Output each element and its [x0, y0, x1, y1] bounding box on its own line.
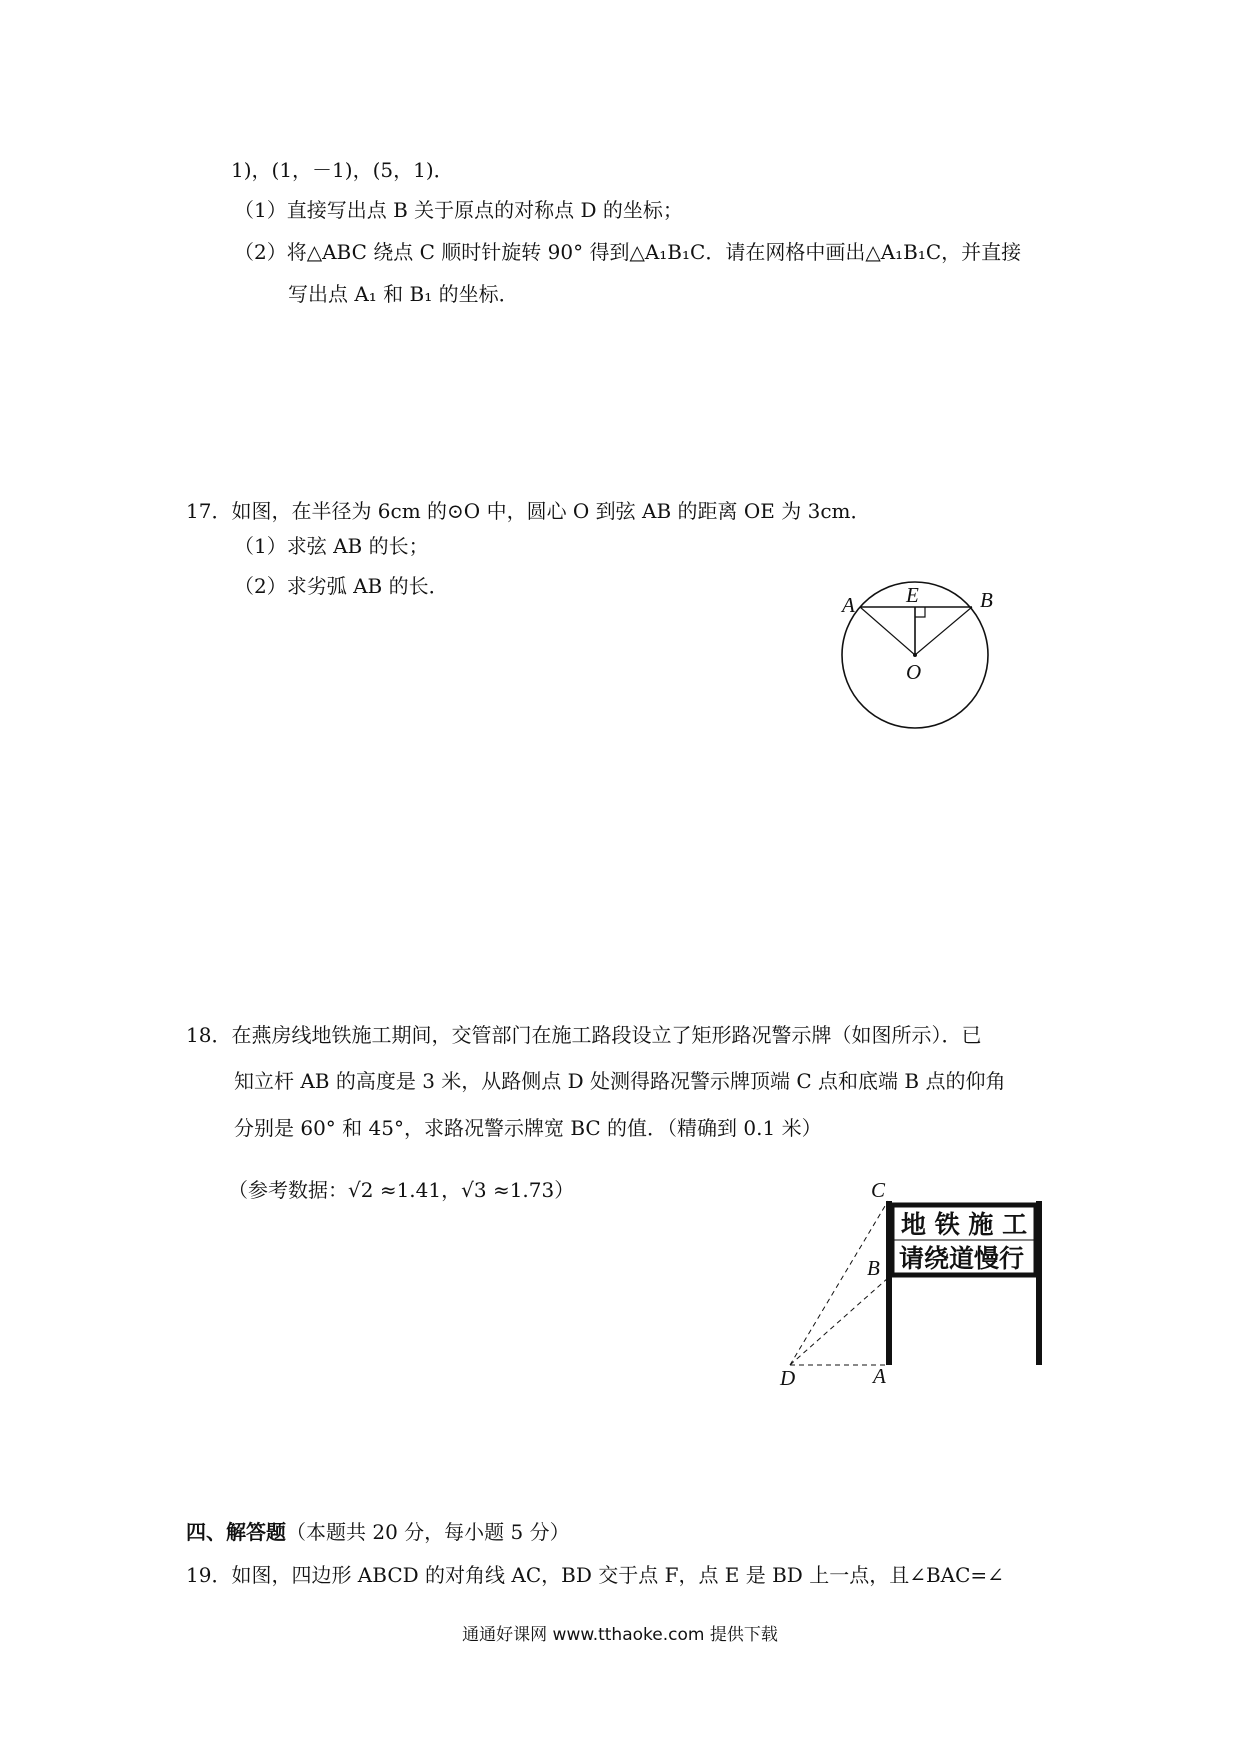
sign-text-line2: 请绕道慢行 [899, 1244, 1025, 1273]
page-footer: 通通好课网 www.tthaoke.com 提供下载 [462, 1625, 778, 1645]
q16-part2-line2: 写出点 A₁ 和 B₁ 的坐标． [288, 282, 519, 306]
q19-stem: 19．如图，四边形 ABCD 的对角线 AC，BD 交于点 F，点 E 是 BD 上一点，且∠BAC=∠ [186, 1563, 1004, 1587]
q16-part2-line1: （2）将△ABC 绕点 C 顺时针旋转 90° 得到△A₁B₁C．请在网格中画出△A₁B₁C，并直接 [234, 240, 1022, 264]
label-b: B [980, 588, 993, 612]
segment-oa [860, 607, 915, 655]
sign-text-line1: 地 铁 施 工 [901, 1210, 1028, 1239]
q16-part1: （1）直接写出点 B 关于原点的对称点 D 的坐标； [234, 198, 683, 222]
section-4-title: 四、解答题 [186, 1520, 286, 1544]
right-angle-mark [915, 607, 925, 617]
q18-line1: 18．在燕房线地铁施工期间，交管部门在施工路段设立了矩形路况警示牌（如图所示）．已 [186, 1023, 982, 1047]
q16-coordinates-line: 1)，(1，－1)，(5，1)． [231, 158, 454, 182]
section-4-note: （本题共 20 分，每小题 5 分） [286, 1520, 570, 1544]
label-a: A [842, 593, 855, 617]
q18-reference-data: （参考数据：√2 ≈1.41，√3 ≈1.73） [228, 1178, 575, 1202]
label-b: B [867, 1256, 880, 1280]
label-e: E [906, 583, 919, 607]
sight-line-dc [790, 1201, 888, 1365]
label-o: O [906, 660, 922, 684]
segment-ob [915, 607, 972, 655]
q17-part2: （2）求劣弧 AB 的长． [234, 574, 449, 598]
sign-figure [770, 1178, 1070, 1405]
q18-line3: 分别是 60° 和 45°，求路况警示牌宽 BC 的值．（精确到 0.1 米） [234, 1116, 822, 1140]
q17-part1: （1）求弦 AB 的长； [234, 534, 429, 558]
center-point [913, 653, 917, 657]
circle-figure [820, 575, 1020, 765]
label-c: C [871, 1178, 886, 1202]
q18-line2: 知立杆 AB 的高度是 3 米，从路侧点 D 处测得路况警示牌顶端 C 点和底端 B 点的仰角 [234, 1069, 1006, 1093]
label-d: D [780, 1366, 796, 1390]
section-4-heading [186, 1518, 570, 1546]
sight-line-db [790, 1278, 888, 1365]
q17-stem: 17．如图，在半径为 6cm 的⊙O 中，圆心 O 到弦 AB 的距离 OE 为 3cm． [186, 499, 871, 523]
label-a: A [873, 1364, 886, 1388]
